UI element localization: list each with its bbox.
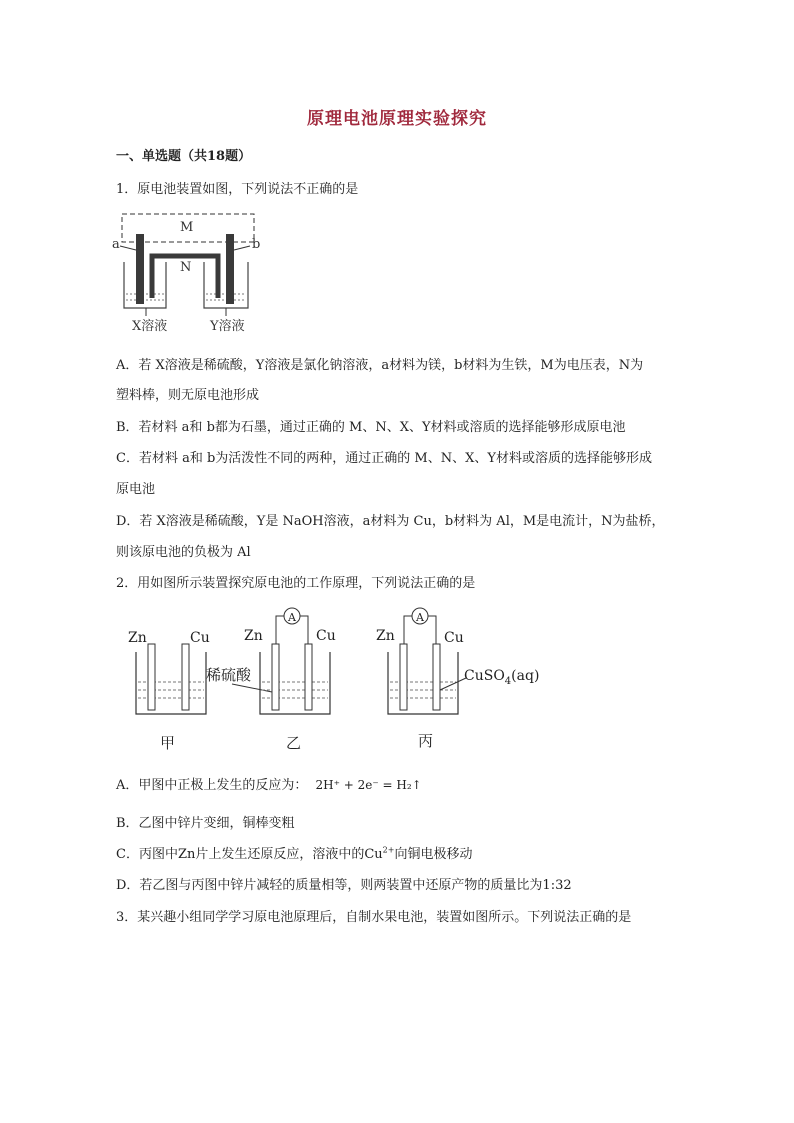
apparatus-jia <box>128 630 210 752</box>
label-cu-jia: Cu <box>190 630 210 646</box>
ammeter-yi: A <box>288 611 296 624</box>
section-heading: 一、单选题（共18题） <box>116 149 252 164</box>
label-n: N <box>180 260 192 275</box>
label-jia: 甲 <box>160 734 176 752</box>
q1-option-c-line1: C．若材料 a和 b为活泼性不同的两种，通过正确的 M、N、X、Y材料或溶质的选择能够形成 <box>116 451 652 466</box>
q2-option-d: D．若乙图与丙图中锌片减轻的质量相等，则两装置中还原产物的质量比为1:32 <box>116 878 572 893</box>
q2-option-c-tail: 向铜电极移动 <box>394 847 473 862</box>
label-cuso4-subscript: 4 <box>504 676 512 687</box>
question-2-figure <box>122 600 552 760</box>
electrode-b <box>226 234 234 304</box>
label-m: M <box>180 220 194 235</box>
q1-option-b: B．若材料 a和 b都为石墨，通过正确的 M、N、X、Y材料或溶质的选择能够形成原电池 <box>116 420 626 435</box>
question-1-figure <box>110 208 270 338</box>
label-yi: 乙 <box>286 734 302 752</box>
question-1-stem: 1．原电池装置如图，下列说法不正确的是 <box>116 182 359 197</box>
q2-option-c-text: C．丙图中Zn片上发生还原反应，溶液中的Cu <box>116 847 383 862</box>
apparatus-yi <box>244 608 336 752</box>
apparatus-bing <box>376 608 539 750</box>
q2-option-a-text: A．甲图中正极上发生的反应为： <box>116 778 308 793</box>
q1-option-d-line1: D．若 X溶液是稀硫酸，Y是 NaOH溶液，a材料为 Cu，b材料为 Al，M是电流计，N为盐桥， <box>116 514 665 529</box>
q2-option-c-charge: 2+ <box>382 845 395 855</box>
svg-text:CuSO4(aq) <box>464 668 539 687</box>
ammeter-bing: A <box>416 611 424 624</box>
q1-option-d-line2: 则该原电池的负极为 Al <box>116 545 251 560</box>
label-zn-jia: Zn <box>128 630 147 646</box>
question-3-stem: 3．某兴趣小组同学学习原电池原理后，自制水果电池，装置如图所示。下列说法正确的是 <box>116 910 632 925</box>
label-cu-bing: Cu <box>444 630 464 646</box>
electrode-a <box>136 234 144 304</box>
q2-option-c <box>116 843 472 862</box>
question-2-stem: 2．用如图所示装置探究原电池的工作原理，下列说法正确的是 <box>116 576 476 591</box>
label-zn-yi: Zn <box>244 628 263 644</box>
label-y-solution: Y溶液 <box>210 319 245 334</box>
label-a: a <box>112 237 120 252</box>
label-dilute-acid: 稀硫酸 <box>206 666 252 684</box>
q1-option-a-line1: A．若 X溶液是稀硫酸，Y溶液是氯化钠溶液，a材料为镁，b材料为生铁，M为电压表，N为 <box>116 358 644 373</box>
page-title: 原理电池原理实验探究 <box>307 109 487 129</box>
label-cu-yi: Cu <box>316 628 336 644</box>
label-b: b <box>252 237 261 252</box>
label-zn-bing: Zn <box>376 628 395 644</box>
label-x-solution: X溶液 <box>132 319 168 334</box>
q1-option-a-line2: 塑料棒，则无原电池形成 <box>116 388 260 403</box>
q1-option-c-line2: 原电池 <box>116 482 156 497</box>
beaker-left <box>124 262 166 308</box>
label-bing: 丙 <box>418 732 434 750</box>
label-cuso4: CuSO <box>464 668 505 684</box>
q2-option-a <box>116 774 422 793</box>
q2-option-a-equation: 2H⁺ + 2e⁻ = H₂↑ <box>315 778 422 792</box>
label-cuso4-tail: (aq) <box>511 668 540 684</box>
q2-option-b: B．乙图中锌片变细，铜棒变粗 <box>116 816 295 831</box>
